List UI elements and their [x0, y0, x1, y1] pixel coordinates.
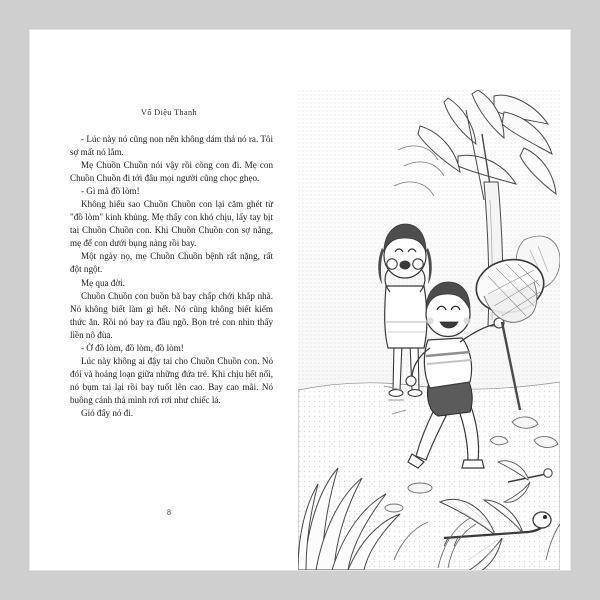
page-number: 8 [167, 508, 171, 517]
book-page-sheet [30, 30, 570, 570]
paragraph: Mẹ qua đời. [81, 277, 125, 288]
paragraph: Không hiểu sao Chuồn Chuồn con lại căm ghét từ "đồ lòm" kinh khủng. Mẹ thấy con khó chịu, lấy tay bịt tai Chuồn Chuồn con. Khi Chuồn Chuồn con sợ nắng, mẹ để con dưới bụng nàng rồi bay. [70, 199, 273, 249]
paragraph: Mẹ Chuồn Chuồn nói vậy rồi cõng con đi. Mẹ con Chuồn Chuồn đi tới đâu mọi người cũng chọc ghẹo. [70, 160, 273, 184]
illustration-panel [298, 90, 560, 570]
paragraph: - Gì mà đồ lòm! [81, 186, 140, 197]
paragraph: - Lúc này nó cũng non nên không dám thả nó ra. Tôi sợ mất nó lắm. [70, 134, 273, 158]
paragraph: Gió đẩy nó đi. [81, 407, 134, 418]
body-text [70, 133, 273, 420]
paragraph: Chuồn Chuồn con buồn bã bay chấp chới khắp nhà. Nó không biết làm gì hết. Nó cũng không biết kiếm thức ăn. Rồi nó bay ra đầu ngõ. Bọn trẻ con nhìn thấy liền nô đùa. [70, 290, 273, 340]
text-column [40, 30, 298, 570]
running-head: Võ Diệu Thanh [141, 108, 197, 117]
paragraph: - Ờ đồ lòm, đồ lòm, đồ lòm! [81, 342, 184, 353]
children-catching-dragonfly-illustration [298, 90, 560, 570]
paragraph: Một ngày nọ, mẹ Chuồn Chuồn bệnh rất nặng, rất đột ngột. [70, 251, 273, 275]
dragonfly-head [533, 512, 551, 528]
paragraph: Lúc này không ai đậy tai cho Chuồn Chuồn con. Nó đói và hoảng loạn giữa những đứa trẻ. Khi chịu hết nổi, nó bụm tai lại rồi bay tuốt lên cao. Bay cao mãi. Nó buông cánh thả mình rơi rơi như chiếc lá. [70, 355, 273, 405]
